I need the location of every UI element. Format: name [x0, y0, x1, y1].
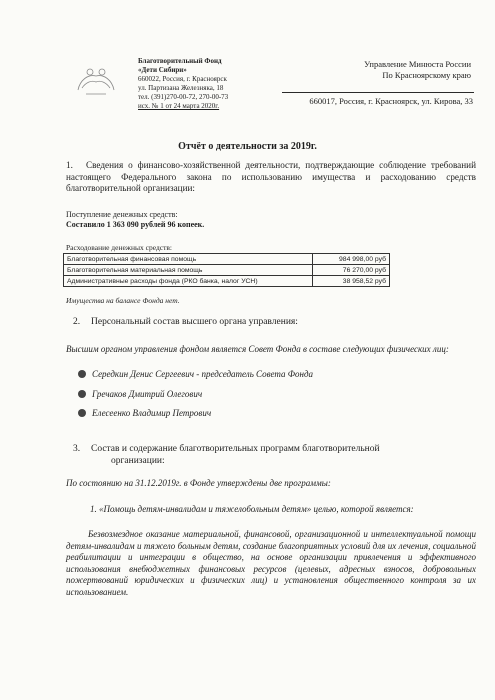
recipient-line-2: По Красноярскому краю: [382, 70, 471, 80]
board-intro: Высшим органом управления фондом является Совет Фонда в составе следующих физических лиц:: [66, 344, 449, 354]
foundation-logo: [66, 60, 126, 104]
report-title: Отчёт о деятельности за 2019г.: [178, 141, 317, 152]
expense-name: Благотворительная финансовая помощь: [64, 254, 313, 265]
org-name-2: «Дети Сибири»: [138, 66, 187, 74]
income-label: Поступление денежных средств:: [66, 210, 178, 219]
bullet-icon: [78, 409, 86, 417]
member-name: Гречаков Дмитрий Олегович: [92, 389, 203, 399]
recipient-line-1: Управление Минюста России: [364, 59, 471, 69]
table-row: [64, 254, 390, 265]
expense-value: 76 270,00 руб: [313, 265, 390, 276]
expenses-label: Расходование денежных средств:: [66, 243, 172, 252]
assets-note: Имущества на балансе Фонда нет.: [66, 296, 180, 305]
income-block: [66, 210, 204, 230]
expense-value: 38 958,52 руб: [313, 276, 390, 287]
table-row: [64, 265, 390, 276]
recipient-divider: [282, 92, 474, 93]
section-3-number: 3.: [73, 444, 81, 454]
org-phone: тел. (391)270-00-72, 270-00-73: [138, 93, 229, 101]
section-1-number: 1.: [66, 160, 73, 170]
expense-value: 984 998,00 руб: [313, 254, 390, 265]
section-2-number: 2.: [73, 317, 81, 327]
list-item: [78, 408, 211, 418]
org-address-2: ул. Партизана Железняка, 18: [138, 84, 224, 92]
list-item: [78, 369, 313, 379]
list-item: [78, 389, 202, 399]
org-address-1: 660022, Россия, г. Красноярск: [138, 75, 227, 83]
section-3-text-2: организации:: [111, 456, 165, 466]
section-3: [73, 443, 475, 467]
section-3-text-1: Состав и содержание благотворительных программ благотворительной: [91, 444, 380, 454]
outgoing-ref: исх. № 1 от 24 марта 2020г.: [138, 102, 220, 110]
bullet-icon: [78, 390, 86, 398]
bullet-icon: [78, 370, 86, 378]
expenses-table: [63, 253, 390, 287]
member-name: Елесеенко Владимир Петрович: [92, 408, 212, 418]
income-amount: Составило 1 363 090 рублей 96 копеек.: [66, 220, 205, 229]
org-name: Благотворительный Фонд: [138, 57, 222, 65]
expense-name: Административные расходы фонда (РКО банка, налог УСН): [64, 276, 313, 287]
member-name: Середкин Денис Сергеевич - председатель Совета Фонда: [92, 369, 314, 379]
section-2: [73, 317, 298, 327]
program-1-title: 1. «Помощь детям-инвалидам и тяжелобольным детям» целью, которой является:: [90, 504, 414, 514]
table-row: [64, 276, 390, 287]
recipient-block: [364, 59, 471, 81]
expense-name: Благотворительная материальная помощь: [64, 265, 313, 276]
programs-as-of: По состоянию на 31.12.2019г. в Фонде утверждены две программы:: [66, 478, 331, 488]
section-1-text: Сведения о финансово-хозяйственной деятельности, подтверждающие соблюдение требований настоящего Федерального закона по использованию имущества и расходованию средств благотворительной организации:: [66, 160, 476, 193]
section-2-text: Персональный состав высшего органа управления:: [91, 317, 298, 327]
sender-block: [138, 57, 288, 111]
program-1-description: Безвозмездное оказание материальной, финансовой, организационной и интеллектуальной помощи детям-инвалидам и тяжело больным детям, создание благоприятных условий для их лечения, социальной реабилитации и интеграции в общество, на основе организации привлечения и эффективного использования внебюджетных финансовых ресурсов (целевых, адресных взносов, добровольных пожертвований юридических и физических лиц) и установления общественного контроля за их использованием.: [66, 529, 476, 597]
recipient-address: 660017, Россия, г. Красноярск, ул. Кирова, 33: [309, 96, 473, 106]
section-1: [66, 160, 476, 195]
